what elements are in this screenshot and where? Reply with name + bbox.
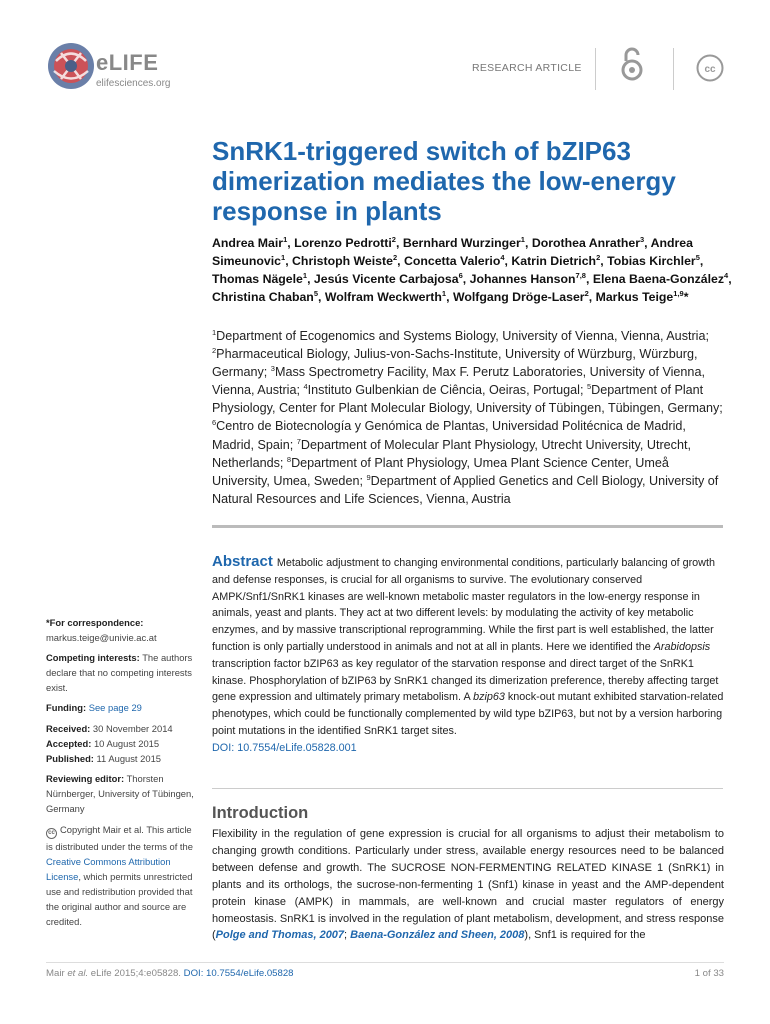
affiliation-text: Department of Ecogenomics and Systems Biology, University of Vienna, Vienna, Austria;	[216, 329, 709, 343]
abstract-text: Metabolic adjustment to changing environmental conditions, particularly balancing of growth and defense responses, is crucial for all organisms to survive. The evolutionary conserved AMPK/Snf1/SnRK1 kinases are well-known metabolic master regulators in the low-energy response in animals, yeast and plants. They act at two different levels: by modulating the activity of key metabolic enzymes, and by massive transcriptional reprogramming. While the first part is well established, the latter function is only partially understood in animals and not at all in plants. Here we identified the	[212, 557, 715, 653]
author-affiliation-marker: 1	[302, 270, 308, 280]
citation-link[interactable]: Baena-González and Sheen, 2008	[350, 929, 525, 942]
author-separator: ,	[504, 254, 512, 268]
abstract-doi-link[interactable]: DOI: 10.7554/eLife.05828.001	[212, 741, 357, 754]
funding-link[interactable]: See page 29	[88, 702, 142, 713]
author-separator: ,	[287, 236, 295, 250]
author-separator: ,	[644, 236, 651, 250]
author-name: Wolfram Weckwerth	[324, 290, 442, 304]
author-name: Concetta Valerio	[403, 254, 501, 268]
affiliation-text: Department of Applied Genetics and Cell Biology, University of Natural Resources and Life Sciences, Vienna, Austria	[212, 473, 719, 506]
abstract-heading: Abstract	[212, 553, 273, 570]
affiliation-marker: 8	[286, 454, 292, 464]
author-name: Andrea Mair	[212, 236, 284, 250]
author-affiliation-marker: 1	[441, 288, 447, 298]
affiliation-marker: 3	[270, 364, 275, 373]
page-number: 1 of 33	[694, 968, 724, 979]
abstract-text: transcription factor bZIP63 as key regulator of the starvation response and direct target of the SnRK1 kinase. Phosphorylation of bZIP63 by SnRK1 changed its dimerization preference, thereby affecting target gene expression and ultimately primary metabolism. A	[212, 657, 719, 704]
header-divider	[673, 48, 674, 90]
affiliation-marker: 9	[366, 472, 371, 482]
competing-interests-block	[46, 650, 196, 695]
copyright-block	[46, 822, 196, 929]
affiliation-text: Instituto Gulbenkian de Ciência, Oeiras, Portugal;	[307, 383, 587, 398]
author-affiliation-marker: 1	[281, 252, 286, 262]
affiliation-text: Pharmaceutical Biology, Julius-von-Sachs-Institute, University of Würzburg, Würzburg, Germany;	[212, 347, 698, 380]
author-name: Thomas Nägele	[212, 272, 303, 286]
copyright-rest: , which permits unrestricted use and redistribution provided that the original author and source are credited.	[46, 871, 193, 927]
affiliation-text: Department of Molecular Plant Physiology, Utrecht University, Utrecht, Netherlands;	[212, 437, 691, 470]
author-separator: ,	[600, 254, 608, 268]
author-separator: ,	[699, 254, 704, 268]
funding-block	[46, 700, 196, 715]
affiliation-list	[212, 327, 727, 508]
abstract-italic: Arabidopsis	[653, 640, 711, 653]
article-title: SnRK1-triggered switch of bZIP63 dimerization mediates the low-energy response in plants	[212, 136, 676, 226]
author-separator: ,	[524, 236, 532, 250]
author-name: Tobias Kirchler	[607, 254, 696, 268]
author-separator: ,	[728, 272, 732, 286]
author-name: Bernhard Wurzinger	[402, 236, 521, 250]
brand-name: eLIFE	[96, 50, 159, 75]
author-affiliation-marker: 5	[695, 252, 700, 262]
author-name: Andrea Simeunovic	[212, 236, 693, 268]
author-affiliation-marker: 7,8	[575, 270, 586, 280]
author-separator: *	[683, 290, 689, 304]
footer-divider	[46, 962, 724, 963]
author-affiliation-marker: 1	[283, 234, 288, 244]
creative-commons-icon	[696, 54, 724, 82]
author-affiliation-marker: 2	[392, 252, 398, 262]
open-access-icon	[618, 46, 646, 82]
author-separator: ,	[307, 272, 314, 286]
section-divider	[212, 788, 723, 789]
author-name: Christina Chaban	[212, 290, 314, 304]
cc-small-icon: cc	[46, 828, 57, 839]
footer-etal: et al.	[67, 968, 89, 979]
dates-block	[46, 721, 196, 766]
author-affiliation-marker: 4	[724, 270, 729, 280]
received-label: Received:	[46, 723, 91, 734]
published-label: Published:	[46, 753, 94, 764]
affiliation-text: Mass Spectrometry Facility, Max F. Perutz Laboratories, University of Vienna, Vienna, Austria;	[212, 365, 705, 398]
introduction-heading: Introduction	[212, 804, 309, 822]
citation-link[interactable]: Polge and Thomas, 2007	[215, 929, 345, 942]
author-name: Elena Baena-González	[592, 272, 725, 286]
affiliation-marker: 6	[212, 418, 217, 428]
author-affiliation-marker: 1	[520, 234, 525, 244]
author-affiliation-marker: 6	[458, 270, 463, 280]
author-separator: ,	[462, 272, 470, 286]
received-value: 30 November 2014	[92, 723, 173, 734]
footer-authors: Mair	[46, 968, 68, 979]
affiliation-marker: 7	[296, 436, 301, 446]
author-name: Dorothea Anrather	[531, 236, 640, 250]
citation-separator: ;	[344, 929, 351, 942]
reviewing-label: Reviewing editor:	[46, 773, 125, 784]
author-affiliation-marker: 5	[313, 288, 318, 298]
correspondence-label: *For correspondence:	[46, 617, 144, 628]
license-link[interactable]: Creative Commons Attribution License	[46, 856, 171, 882]
brand-url[interactable]: elifesciences.org	[96, 78, 171, 89]
header-divider	[595, 48, 596, 90]
funding-label: Funding:	[46, 702, 87, 713]
author-name: Katrin Dietrich	[511, 254, 597, 268]
reviewing-value: Thorsten Nürnberger, University of Tübingen, Germany	[46, 773, 194, 814]
intro-paragraph: ), Snf1 is required for the	[524, 929, 646, 942]
author-name: Jesús Vicente Carbajosa	[313, 272, 459, 286]
author-affiliation-marker: 4	[500, 252, 505, 262]
author-name: Lorenzo Pedrotti	[294, 236, 392, 250]
author-name: Christoph Weiste	[292, 254, 393, 268]
author-affiliation-marker: 2	[596, 252, 601, 262]
svg-text:cc: cc	[704, 64, 716, 75]
footer-doi-link[interactable]: DOI: 10.7554/eLife.05828	[183, 968, 294, 979]
correspondence-email[interactable]: markus.teige@univie.ac.at	[46, 632, 157, 643]
footer-journal: eLife 2015;4:e05828.	[88, 968, 184, 979]
abstract	[212, 554, 724, 757]
affiliation-text: Department of Plant Physiology, Center for Plant Molecular Biology, University of Tübingen, Tübingen, Germany;	[212, 383, 723, 416]
affiliation-text: Centro de Biotecnología y Genómica de Plantas, Universidad Politécnica de Madrid, Madrid, Spain;	[212, 419, 686, 452]
author-separator: ,	[317, 290, 325, 304]
elife-logo-icon	[46, 41, 96, 91]
reviewing-editor-block	[46, 771, 196, 816]
accepted-label: Accepted:	[46, 738, 92, 749]
author-affiliation-marker: 2	[391, 234, 396, 244]
section-divider	[212, 525, 723, 528]
abstract-text: knock-out mutant exhibited starvation-related phenotypes, which could be functionally complemented by wild type bZIP63, but not by a version harboring point mutations in the identified SnRK1 target sites.	[212, 691, 724, 737]
intro-paragraph: Flexibility in the regulation of gene expression is crucial for all organisms to adjust their metabolism to changing growth conditions. Particularly under stress, available energy resources need to be balanced between defense and growth. The SUCROSE NON-FERMENTING RELATED KINASE 1 (SnRK1) in plants and its orthologs, the sucrose-non-fermenting 1 (Snf1) kinase in yeast and the AMP-dependent protein kinase (AMPK) in mammals, are well-known and crucial master regulators of energy homeostasis. SnRK1 is involved in the regulation of plant metabolism, development, and stress response (	[212, 828, 724, 942]
author-separator: ,	[446, 290, 453, 304]
affiliation-marker: 2	[212, 345, 217, 355]
article-type: RESEARCH ARTICLE	[472, 62, 582, 74]
author-separator: ,	[585, 272, 593, 286]
author-affiliation-marker: 3	[640, 234, 645, 244]
accepted-value: 10 August 2015	[93, 738, 160, 749]
author-affiliation-marker: 2	[584, 288, 589, 298]
affiliation-text: Department of Plant Physiology, Umea Plant Science Center, Umeå University, Umea, Sweden;	[212, 455, 669, 488]
published-value: 11 August 2015	[96, 753, 161, 764]
affiliation-marker: 1	[212, 327, 217, 337]
author-separator: ,	[285, 254, 293, 268]
footer-citation	[46, 968, 294, 979]
author-name: Markus Teige	[595, 290, 674, 304]
author-name: Wolfgang Dröge-Laser	[452, 290, 585, 304]
competing-value: The authors declare that no competing interests exist.	[46, 652, 193, 693]
author-list	[212, 234, 732, 306]
affiliation-marker: 5	[586, 382, 592, 392]
correspondence-block	[46, 615, 196, 645]
abstract-italic: bzip63	[473, 691, 505, 704]
author-separator: ,	[397, 254, 404, 268]
competing-label: Competing interests:	[46, 652, 140, 663]
author-name: Johannes Hanson	[469, 272, 576, 286]
affiliation-marker: 4	[303, 382, 308, 392]
copyright-text: Copyright Mair et al. This article is distributed under the terms of the	[46, 824, 193, 852]
author-affiliation-marker: 1,9	[673, 288, 684, 298]
author-separator: ,	[588, 290, 596, 304]
author-separator: ,	[395, 236, 403, 250]
introduction-text	[212, 826, 724, 944]
